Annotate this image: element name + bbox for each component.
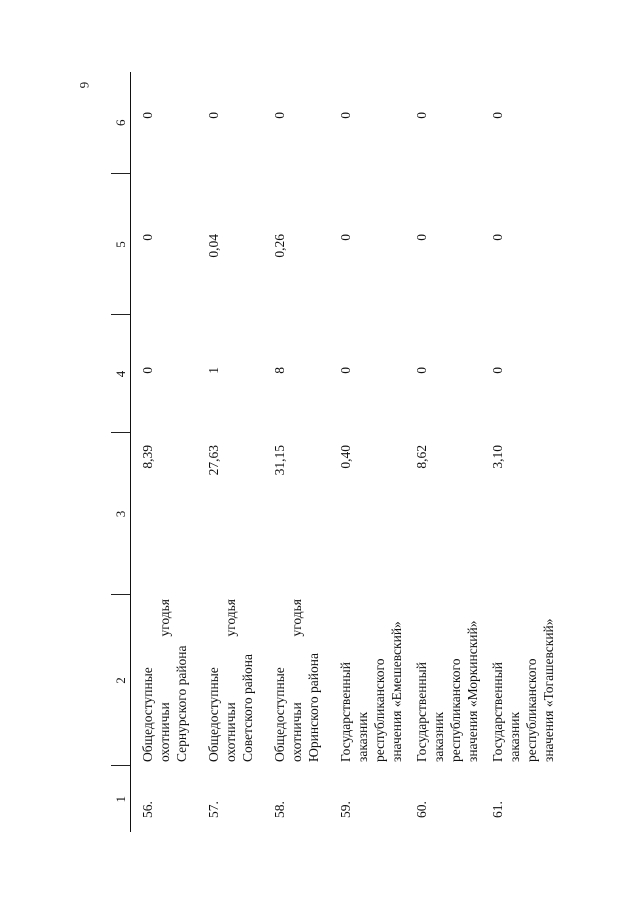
territory-name-line <box>489 599 506 762</box>
territory-name-line <box>156 599 173 762</box>
value-cell-col-5: 0 <box>414 234 429 241</box>
row-number: 59. <box>338 801 353 818</box>
value-cell-col-4: 8 <box>272 367 287 374</box>
territory-name-line <box>523 599 540 762</box>
territory-name-line <box>430 599 447 762</box>
territory-name-word: охотничьи <box>223 702 238 762</box>
row-number: 57. <box>206 801 221 818</box>
territory-name-word: значения «Тогашевский» <box>541 618 556 762</box>
territory-name-line <box>222 599 239 762</box>
table-row <box>329 72 405 832</box>
territory-name-word: Юринского района <box>306 653 321 762</box>
value-cell-col-6: 0 <box>490 112 505 119</box>
table-row <box>481 72 557 832</box>
territory-name-word: Общедоступные <box>272 667 287 762</box>
table-row <box>405 72 481 832</box>
territory-name-word: Государственный <box>338 662 353 762</box>
territory-name-word: угодья <box>223 599 238 637</box>
value-cell-col-3: 8,39 <box>140 445 155 469</box>
table-row <box>197 72 263 832</box>
value-cell-col-4: 0 <box>338 367 353 374</box>
territory-name-word: охотничьи <box>157 702 172 762</box>
value-cell-col-3: 3,10 <box>490 445 505 469</box>
territory-name-line <box>337 599 354 762</box>
territory-name-line <box>371 599 388 762</box>
value-cell-col-3: 0,40 <box>338 445 353 469</box>
page-number: 6 <box>77 81 92 89</box>
value-cell-col-6: 0 <box>338 112 353 119</box>
territory-name <box>197 595 263 766</box>
value-cell-col-4: 0 <box>414 367 429 374</box>
value-cell-col-3: 27,63 <box>206 445 221 476</box>
territory-name-line <box>506 599 523 762</box>
territory-name-word: значения «Моркинский» <box>465 620 480 762</box>
value-cell-col-3: 31,15 <box>272 445 287 476</box>
row-number: 56. <box>140 801 155 818</box>
column-header: 3 <box>111 433 131 595</box>
territory-name <box>405 595 481 766</box>
territory-name <box>481 595 557 766</box>
territory-name-word: Государственный <box>490 662 505 762</box>
value-cell-col-6: 0 <box>140 112 155 119</box>
column-header: 1 <box>111 766 131 832</box>
value-cell-col-5: 0 <box>338 234 353 241</box>
territory-name-word: значения «Емешевский» <box>389 621 404 762</box>
value-cell-col-6: 0 <box>414 112 429 119</box>
territory-name-line <box>388 599 405 762</box>
value-cell-col-3: 8,62 <box>414 445 429 469</box>
territory-name-line <box>354 599 371 762</box>
column-header: 4 <box>111 315 131 433</box>
territory-name-line <box>139 599 156 762</box>
territory-name-line <box>540 599 557 762</box>
column-header: 2 <box>111 595 131 766</box>
territory-name-word: Общедоступные <box>140 667 155 762</box>
row-number: 58. <box>272 801 287 818</box>
territory-name-word: заказник <box>355 711 370 762</box>
territory-name-word: угодья <box>157 599 172 637</box>
territory-name-word: республиканского <box>524 658 539 762</box>
value-cell-col-5: 0,26 <box>272 234 287 258</box>
territory-name-word: охотничьи <box>289 702 304 762</box>
territory-name <box>263 595 329 766</box>
value-cell-col-6: 0 <box>206 112 221 119</box>
table-header-row <box>111 72 131 832</box>
territory-name-word: заказник <box>507 711 522 762</box>
territory-name-word: Государственный <box>414 662 429 762</box>
row-number: 60. <box>414 801 429 818</box>
value-cell-col-5: 0 <box>140 234 155 241</box>
territory-name-line <box>205 599 222 762</box>
territory-name-word: республиканского <box>448 658 463 762</box>
territory-name-line <box>447 599 464 762</box>
table-row <box>263 72 329 832</box>
territory-name <box>329 595 405 766</box>
value-cell-col-4: 0 <box>490 367 505 374</box>
territory-name-word: угодья <box>289 599 304 637</box>
territory-name-word: Общедоступные <box>206 667 221 762</box>
territory-name-line <box>288 599 305 762</box>
column-header: 5 <box>111 174 131 315</box>
value-cell-col-6: 0 <box>272 112 287 119</box>
territory-name-line <box>271 599 288 762</box>
value-cell-col-5: 0 <box>490 234 505 241</box>
territory-name-line <box>413 599 430 762</box>
row-number: 61. <box>490 801 505 818</box>
value-cell-col-4: 0 <box>140 367 155 374</box>
territory-name <box>131 595 198 766</box>
territory-name-line <box>464 599 481 762</box>
value-cell-col-4: 1 <box>206 367 221 374</box>
table-row <box>131 72 198 832</box>
territory-name-line <box>305 599 322 762</box>
territory-name-word: Сернурского района <box>174 645 189 762</box>
territory-name-line <box>239 599 256 762</box>
territory-name-word: Советского района <box>240 654 255 762</box>
value-cell-col-5: 0,04 <box>206 234 221 258</box>
data-table-wrapper <box>111 72 623 832</box>
territory-name-word: заказник <box>431 711 446 762</box>
column-header: 6 <box>111 72 131 174</box>
territory-name-word: республиканского <box>372 658 387 762</box>
data-table <box>111 72 557 832</box>
territory-name-line <box>173 599 190 762</box>
